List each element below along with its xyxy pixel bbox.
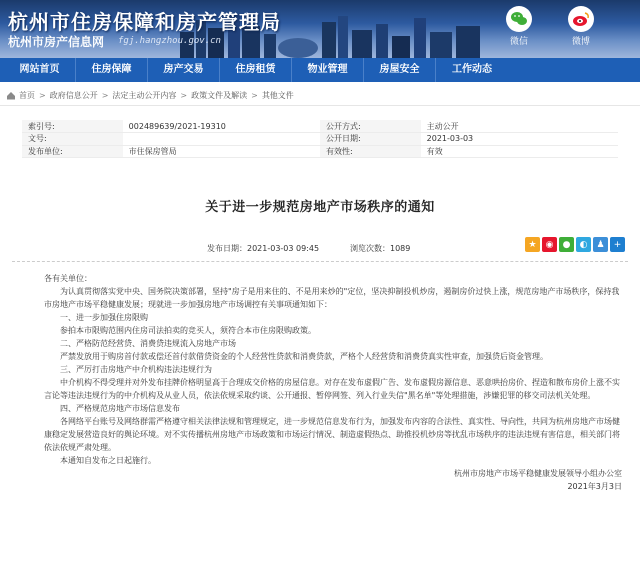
- greeting: 各有关单位：: [44, 274, 92, 283]
- breadcrumb-separator: >: [251, 91, 258, 100]
- site-banner: [0, 0, 640, 58]
- wechat-icon: [506, 6, 532, 32]
- table-row: [22, 133, 618, 146]
- share-more-icon[interactable]: +: [610, 237, 625, 252]
- paragraph: 参拍本市限购范围内住房司法拍卖的竞买人，须符合本市住房限购政策。: [60, 326, 316, 335]
- site-title: 杭州市住房保障和房产管理局: [8, 10, 281, 34]
- nav-item-work-news[interactable]: 工作动态: [452, 64, 492, 75]
- info-value: 主动公开: [421, 120, 618, 133]
- info-value: 2021-03-03: [421, 133, 618, 146]
- breadcrumb-policy[interactable]: 政策文件及解读: [191, 91, 248, 100]
- breadcrumb-separator: >: [101, 91, 109, 100]
- weibo-icon: [568, 6, 594, 32]
- signature-date: 2021年3月3日: [567, 482, 622, 491]
- paragraph: 各网络平台账号及网络群需严格遵守相关法律法规和管理规定，进一步规范信息发布行为，加强发布内容的合法性、真实性、导向性，共同为杭州房地产市场健康稳定发展营造良好的舆论环境。对不实传播杭州房地产市场政策和市场运行情况、制造虚假热点、助推投机炒房等扰乱市场秩序的违法违规有害信息，相关部门将依法依规严肃处理。: [44, 417, 620, 452]
- share-wechat-icon[interactable]: ●: [559, 237, 574, 252]
- info-key: 文号:: [22, 133, 123, 146]
- weibo-link[interactable]: [566, 6, 596, 47]
- site-subtitle: 杭州市房产信息网: [8, 35, 105, 49]
- breadcrumb-other[interactable]: 其他文件: [261, 91, 294, 100]
- signature-org: 杭州市房地产市场平稳健康发展领导小组办公室: [454, 469, 622, 478]
- share-weibo-icon[interactable]: ◉: [542, 237, 557, 252]
- nav-item-property-management[interactable]: 物业管理: [292, 58, 364, 82]
- share-qzone-icon[interactable]: ★: [525, 237, 540, 252]
- breadcrumb-separator: >: [39, 91, 46, 100]
- table-row: [22, 120, 618, 133]
- nav-item-property-trade[interactable]: 房产交易: [148, 58, 220, 82]
- breadcrumb-home[interactable]: 首页: [19, 91, 35, 100]
- info-value: 市住保房管局: [123, 145, 320, 158]
- wechat-link[interactable]: [504, 6, 534, 47]
- nav-item-housing-security[interactable]: 住房保障: [76, 58, 148, 82]
- info-value: 有效: [421, 145, 618, 158]
- view-count: 浏览次数：1089: [350, 244, 411, 253]
- info-key: 索引号:: [22, 120, 123, 133]
- breadcrumb: [0, 86, 640, 106]
- site-domain: fgj.hangzhou.gov.cn: [118, 36, 221, 46]
- info-value: [123, 133, 320, 146]
- home-icon: [6, 91, 16, 100]
- section-heading: 一、进一步加强住房限购: [60, 313, 148, 322]
- publish-date: 发布日期：2021-03-03 09:45: [207, 244, 320, 253]
- article-meta: [0, 237, 640, 259]
- info-key: 公开方式:: [320, 120, 421, 133]
- weibo-label: 微博: [571, 37, 590, 47]
- paragraph: 为认真贯彻落实党中央、国务院决策部署，坚持"房子是用来住的、不是用来炒的"定位，坚决抑制投机炒房，遏制房价过快上涨，规范房地产市场秩序，保持我市房地产市场平稳健康发展；现就进一步加强房地产市场调控有关事项通知如下：: [44, 287, 620, 309]
- document-info-table: [22, 120, 618, 158]
- breadcrumb-statutory[interactable]: 法定主动公开内容: [112, 91, 177, 100]
- share-bar: [525, 237, 625, 252]
- share-qq-icon[interactable]: ◐: [576, 237, 591, 252]
- section-heading: 二、严格防范经营贷、消费贷违规流入房地产市场: [60, 339, 236, 348]
- breadcrumb-separator: >: [180, 91, 188, 100]
- article-title: 关于进一步规范房地产市场秩序的通知: [205, 200, 435, 215]
- paragraph: 中介机构不得受理并对外发布挂牌价格明显高于合理成交价格的房屋信息。对存在发布虚假广告、发布虚假房源信息、恶意哄抬房价、捏造和散布房价上涨不实言论等违法违规行为的中介机构及从业人员，依法依规采取约谈、公开通报、暂停网签、列入行业失信"黑名单"等处理措施，涉嫌犯罪的移交司法机关处理。: [44, 378, 620, 400]
- breadcrumb-gov-info[interactable]: 政府信息公开: [49, 91, 98, 100]
- section-heading: 四、严格规范房地产市场信息发布: [60, 404, 180, 413]
- info-key: 公开日期:: [320, 133, 421, 146]
- table-row: [22, 145, 618, 158]
- nav-item-home[interactable]: 网站首页: [4, 58, 76, 82]
- info-value: 002489639/2021-19310: [123, 120, 320, 133]
- paragraph: 本通知自发布之日起施行。: [60, 456, 156, 465]
- article-body: [0, 262, 640, 493]
- nav-item-housing-rental[interactable]: 住房租赁: [220, 58, 292, 82]
- info-key: 发布单位:: [22, 145, 123, 158]
- nav-item-housing-safety[interactable]: 房屋安全: [364, 58, 436, 82]
- wechat-label: 微信: [509, 37, 528, 47]
- section-heading: 三、严厉打击房地产中介机构违法违规行为: [60, 365, 212, 374]
- share-people-icon[interactable]: ♟: [593, 237, 608, 252]
- info-key: 有效性:: [320, 145, 421, 158]
- main-nav: [0, 58, 640, 82]
- paragraph: 严禁发放用于购房首付款或偿还首付款借贷资金的个人经营性贷款和消费贷款，严格个人经营贷和消费贷真实性审查，加强贷后资金管理。: [60, 352, 548, 361]
